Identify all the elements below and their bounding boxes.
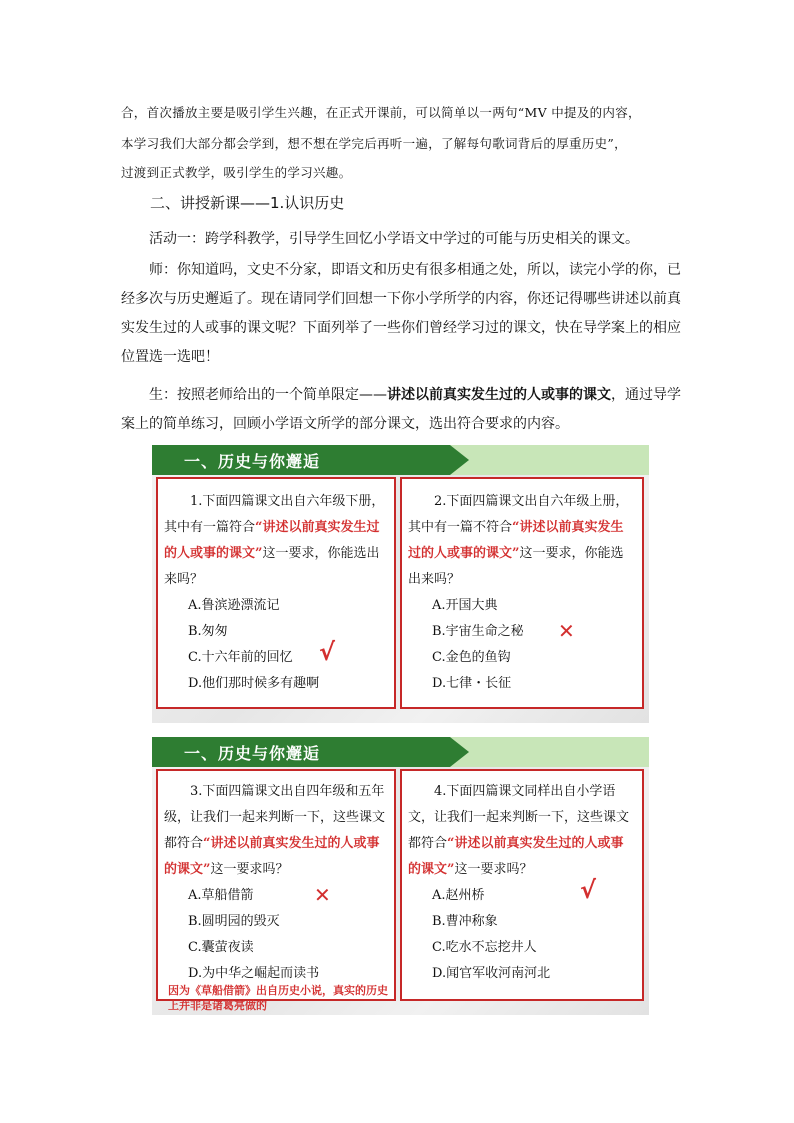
option-a: A.赵州桥 √ [432,876,597,904]
slide-1 [152,445,649,723]
option-b: B.宇宙生命之秘 ✕ [432,619,575,643]
option-b: B.曹冲称象 [432,914,498,929]
student-text-before: 生：按照老师给出的一个简单限定—— [149,387,387,403]
slide-banner [152,445,649,475]
banner-title: 一、历史与你邂逅 [184,744,321,763]
option-d: D.他们那时候多有趣啊 [188,676,320,691]
student-text-after: ，通过导学案上的简单练习，回顾小学语文所学的部分课文，选出符合要求的内容。 [121,387,681,432]
option-a: A.开国大典 [432,598,498,613]
check-mark-icon: √ [580,876,597,904]
banner-title: 一、历史与你邂逅 [184,452,321,471]
option-d: D.为中华之崛起而读书 [188,966,320,981]
cross-mark-icon: ✕ [558,619,575,643]
option-b: B.匆匆 [188,624,228,639]
option-a: A.草船借箭 ✕ [188,883,331,907]
option-d: D.七律・长征 [432,676,512,691]
option-b: B.圆明园的毁灭 [188,914,280,929]
option-a: A.鲁滨逊漂流记 [188,598,280,613]
question-text: 3.下面四篇课文出自四年级和五年级，让我们一起来判断一下，这些课文都符合“讲述以前真实发生过的人或事的课文”这一要求吗？ [164,784,386,877]
question-card-3 [156,769,396,1012]
question-card-2 [400,477,644,709]
check-mark-icon: √ [319,638,336,666]
option-c: C.金色的鱼钩 [432,650,511,665]
question-card-1 [156,477,396,709]
slide-banner [152,737,649,767]
intro-line-2: 本学习我们大部分都会学到，想不想在学完后再听一遍，了解每句歌词背后的厚重历史”， [121,136,627,151]
option-c: C.十六年前的回忆 √ [188,638,336,666]
explanation-note: 因为《草船借箭》出自历史小说，真实的历史上并非是诸葛亮做的 [168,984,388,1012]
section-heading: 二、讲授新课——1.认识历史 [150,194,345,212]
teacher-paragraph: 师：你知道吗，文史不分家，即语文和历史有很多相通之处，所以，读完小学的你，已经多次与历史邂逅了。现在请同学们回想一下你小学所学的内容，你还记得哪些讲述以前真实发生过的人或事的课文呢？下面列举了一些你们曾经学习过的课文，快在导学案上的相应位置选一选吧！ [121,262,681,365]
intro-line-3: 过渡到正式教学，吸引学生的学习兴趣。 [121,165,352,180]
intro-line-1: 合，首次播放主要是吸引学生兴趣，在正式开课前，可以简单以一两句“MV 中提及的内容， [121,105,641,120]
option-d: D.闻官军收河南河北 [432,966,551,981]
student-text-bold: 讲述以前真实发生过的人或事的课文 [387,387,611,403]
slide-2 [152,737,649,1015]
option-c: C.吃水不忘挖井人 [432,940,537,955]
activity-paragraph: 活动一：跨学科教学，引导学生回忆小学语文中学过的可能与历史相关的课文。 [149,231,639,247]
question-text: 4.下面四篇课文同样出自小学语文，让我们一起来判断一下，这些课文都符合“讲述以前真实发生过的人或事的课文”这一要求吗？ [408,784,630,877]
option-c: C.囊萤夜读 [188,940,254,955]
cross-mark-icon: ✕ [314,883,331,907]
student-paragraph [121,381,681,439]
question-text: 2.下面四篇课文出自六年级上册，其中有一篇不符合“讲述以前真实发生过的人或事的课文”这一要求，你能选出来吗？ [408,494,629,587]
question-card-4 [400,769,644,1001]
question-text: 1.下面四篇课文出自六年级下册，其中有一篇符合“讲述以前真实发生过的人或事的课文”这一要求，你能选出来吗？ [164,494,385,587]
